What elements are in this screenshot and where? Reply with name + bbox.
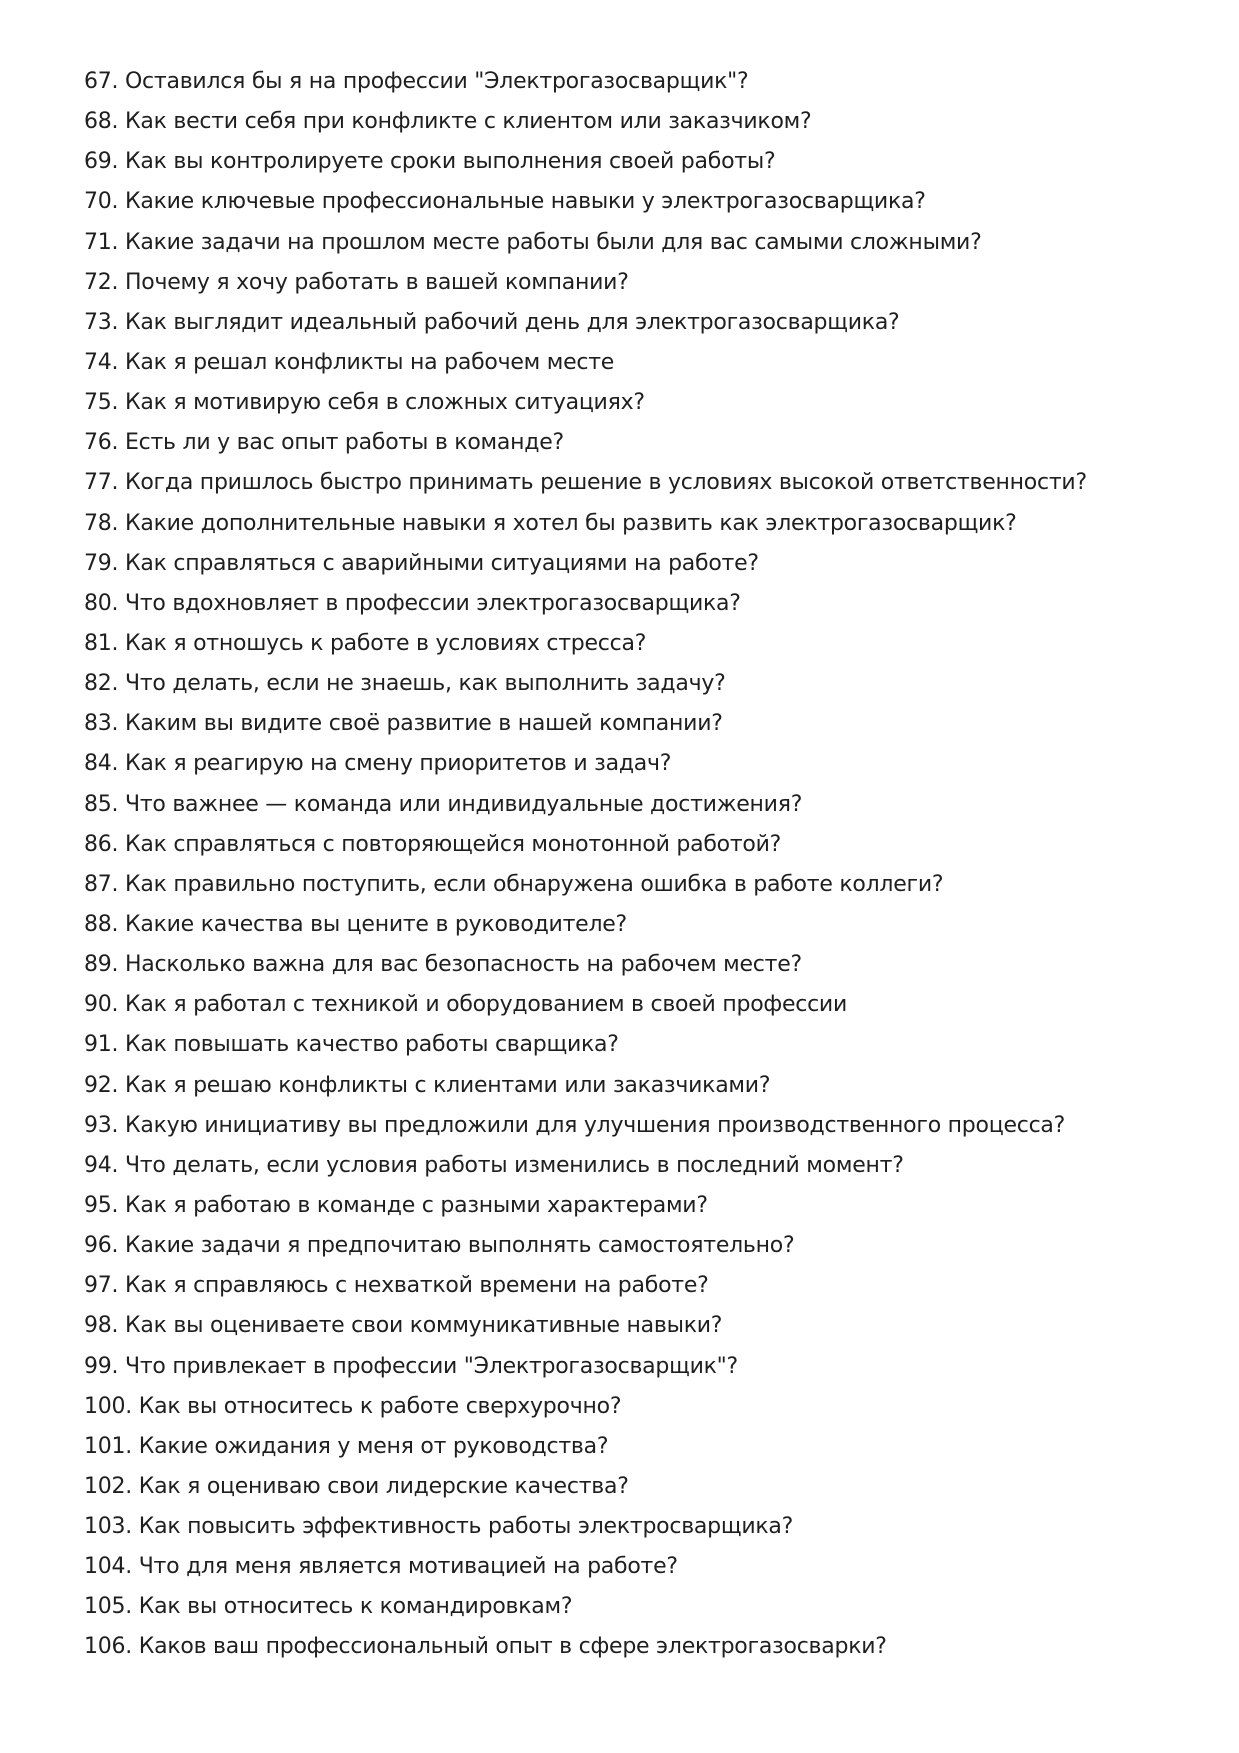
question-item: 89. Насколько важна для вас безопасность на рабочем месте?	[84, 952, 802, 978]
question-item: 105. Как вы относитесь к командировкам?	[84, 1594, 573, 1620]
question-item: 88. Какие качества вы цените в руководителе?	[84, 911, 627, 937]
question-item: 93. Какую инициативу вы предложили для улучшения производственного процесса?	[84, 1112, 1066, 1138]
question-item: 95. Как я работаю в команде с разными характерами?	[84, 1192, 708, 1218]
question-item: 82. Что делать, если не знаешь, как выполнить задачу?	[84, 671, 726, 697]
question-item: 91. Как повышать качество работы сварщика?	[84, 1032, 619, 1058]
question-item: 72. Почему я хочу работать в вашей компании?	[84, 269, 629, 295]
question-item: 102. Как я оцениваю свои лидерские качества?	[84, 1473, 629, 1499]
question-item: 99. Что привлекает в профессии "Электрогазосварщик"?	[84, 1353, 738, 1379]
question-item: 97. Как я справляюсь с нехваткой времени на работе?	[84, 1273, 709, 1299]
question-item: 92. Как я решаю конфликты с клиентами или заказчиками?	[84, 1072, 771, 1098]
question-item: 80. Что вдохновляет в профессии электрогазосварщика?	[84, 590, 741, 616]
question-item: 70. Какие ключевые профессиональные навыки у электрогазосварщика?	[84, 189, 926, 215]
question-item: 98. Как вы оцениваете свои коммуникативные навыки?	[84, 1313, 723, 1339]
question-item: 87. Как правильно поступить, если обнаружена ошибка в работе коллеги?	[84, 871, 944, 897]
question-item: 86. Как справляться с повторяющейся монотонной работой?	[84, 831, 782, 857]
question-item: 81. Как я отношусь к работе в условиях стресса?	[84, 630, 647, 656]
question-item: 90. Как я работал с техникой и оборудованием в своей профессии	[84, 992, 848, 1018]
question-item: 67. Оставился бы я на профессии "Электрогазосварщик"?	[84, 69, 749, 94]
question-item: 104. Что для меня является мотивацией на работе?	[84, 1554, 678, 1580]
question-item: 76. Есть ли у вас опыт работы в команде?	[84, 430, 564, 456]
question-item: 84. Как я реагирую на смену приоритетов и задач?	[84, 751, 672, 777]
question-item: 74. Как я решал конфликты на рабочем месте	[84, 349, 615, 375]
question-item: 100. Как вы относитесь к работе сверхурочно?	[84, 1393, 622, 1419]
question-item: 77. Когда пришлось быстро принимать решение в условиях высокой ответственности?	[84, 470, 1087, 496]
question-item: 75. Как я мотивирую себя в сложных ситуациях?	[84, 390, 645, 416]
question-item: 106. Каков ваш профессиональный опыт в сфере электрогазосварки?	[84, 1634, 887, 1660]
question-item: 78. Какие дополнительные навыки я хотел бы развить как электрогазосварщик?	[84, 510, 1017, 536]
question-item: 73. Как выглядит идеальный рабочий день для электрогазосварщика?	[84, 309, 900, 335]
question-item: 85. Что важнее — команда или индивидуальные достижения?	[84, 791, 803, 817]
question-item: 79. Как справляться с аварийными ситуациями на работе?	[84, 550, 759, 576]
question-item: 83. Каким вы видите своё развитие в нашей компании?	[84, 711, 723, 737]
question-list	[84, 62, 1184, 1668]
question-item: 68. Как вести себя при конфликте с клиентом или заказчиком?	[84, 109, 812, 135]
question-item: 69. Как вы контролируете сроки выполнения своей работы?	[84, 149, 776, 175]
question-item: 71. Какие задачи на прошлом месте работы были для вас самыми сложными?	[84, 229, 982, 255]
question-item: 96. Какие задачи я предпочитаю выполнять самостоятельно?	[84, 1233, 795, 1259]
question-item: 101. Какие ожидания у меня от руководства?	[84, 1433, 609, 1459]
question-item: 94. Что делать, если условия работы изменились в последний момент?	[84, 1152, 904, 1178]
question-item: 103. Как повысить эффективность работы электросварщика?	[84, 1514, 794, 1540]
